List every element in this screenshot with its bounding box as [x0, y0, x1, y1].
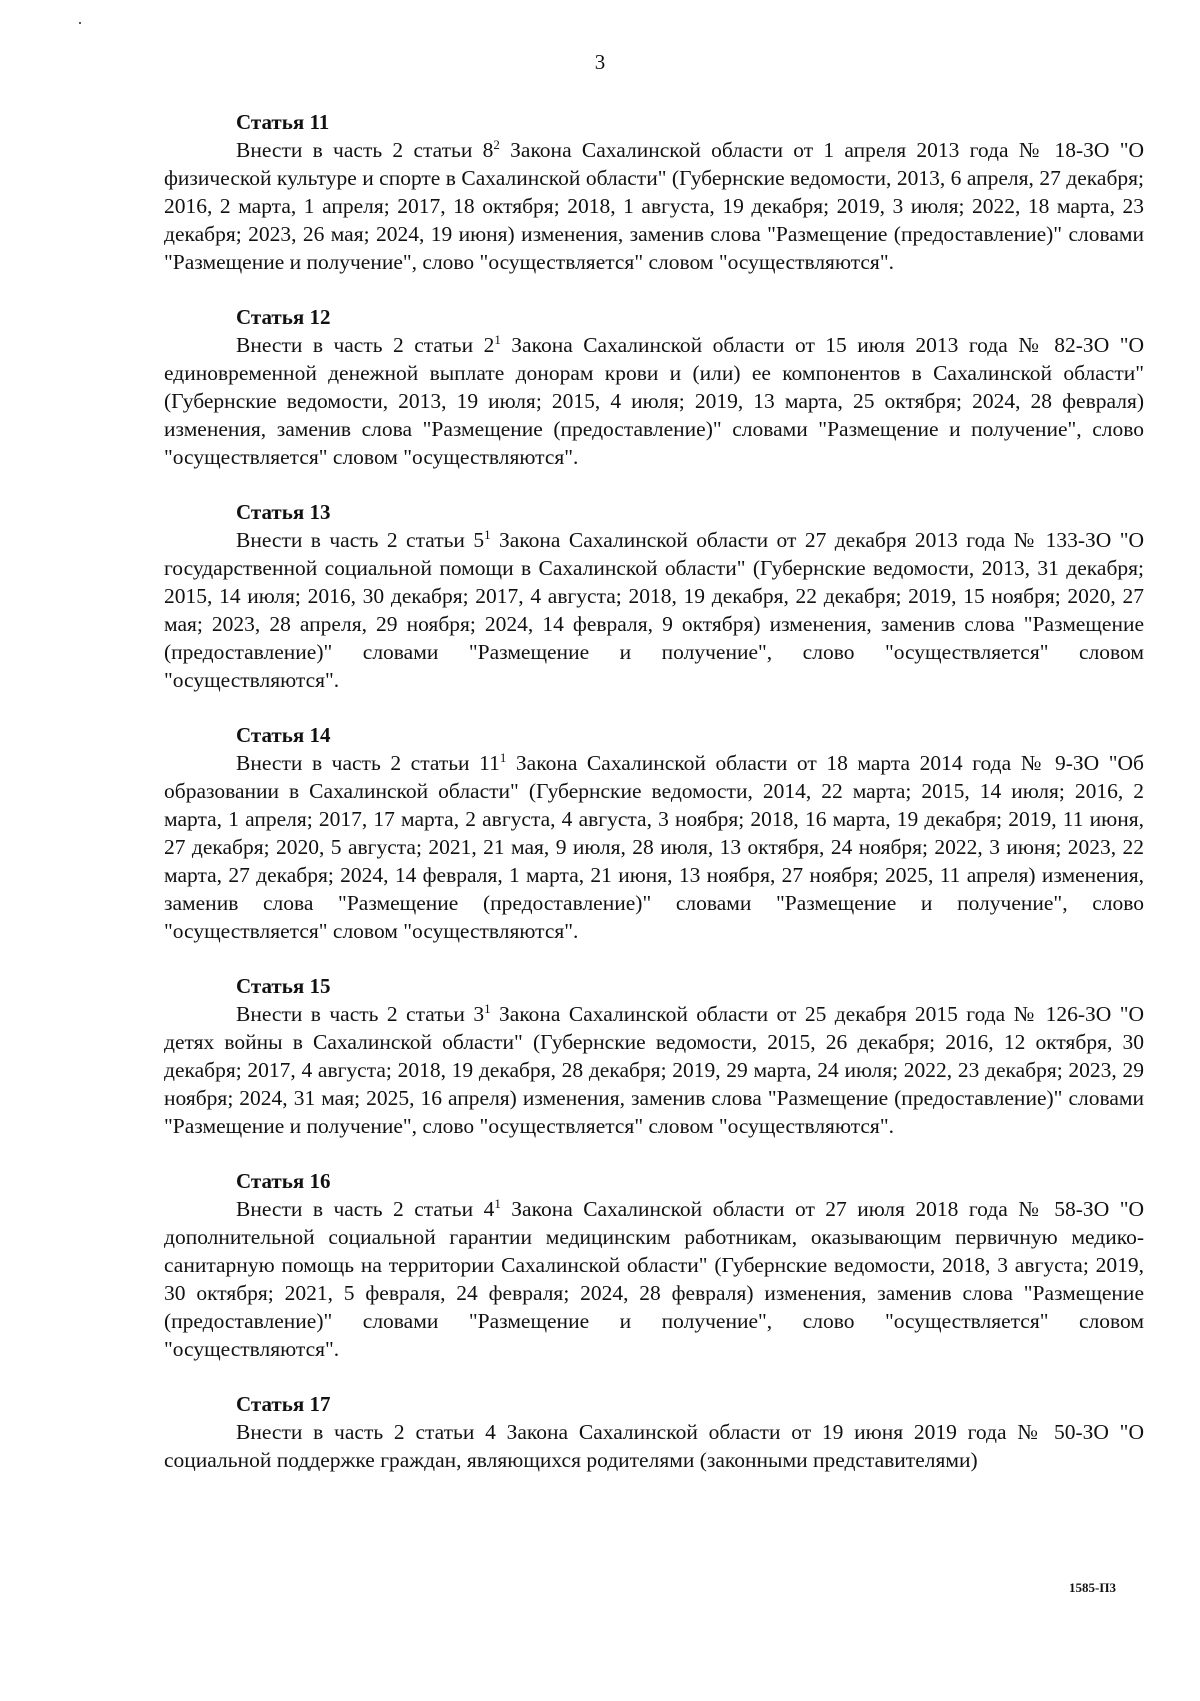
article-title: Статья 11	[236, 110, 330, 134]
article-text-start: Внести в часть 2 статьи 8	[236, 138, 494, 162]
article-text	[164, 749, 1144, 945]
document-code: 1585-П3	[1069, 1580, 1116, 1595]
article-title: Статья 13	[236, 500, 331, 524]
article-14	[164, 721, 1144, 945]
article-text-rest: Закона Сахалинской области от 27 декабря 2013 года № 133-ЗО "О государственной социальной помощи в Сахалинской области" (Губернские ведомости, 2013, 31 декабря; 2015, 14 июля; 2016, 30 декабря; 2017, 4 августа; 2018, 19 декабря, 22 декабря; 2019, 15 ноября; 2020, 27 мая; 2023, 28 апреля, 29 ноября; 2024, 14 февраля, 9 октября) изменения, заменив слова "Размещение (предоставление)" словами "Размещение и получение", слово "осуществляется" словом "осуществляются".	[164, 528, 1144, 692]
superscript: 1	[494, 331, 501, 347]
article-text-start: Внести в часть 2 статьи 5	[236, 528, 485, 552]
superscript: 1	[484, 1000, 491, 1016]
document-body	[164, 108, 1144, 1501]
superscript: 1	[499, 749, 507, 765]
article-text	[164, 136, 1144, 276]
article-text-start: Внести в часть 2 статьи 2	[236, 333, 495, 357]
article-text-rest: Закона Сахалинской области от 1 апреля 2013 года № 18-ЗО "О физической культуре и спорте в Сахалинской области" (Губернские ведомости, 2013, 6 апреля, 27 декабря; 2016, 2 марта, 1 апреля; 2017, 18 октября; 2018, 1 августа, 19 декабря; 2019, 3 июля; 2022, 18 марта, 23 декабря; 2023, 26 мая; 2024, 19 июня) изменения, заменив слова "Размещение (предоставление)" словами "Размещение и получение", слово "осуществляется" словом "осуществляются".	[164, 138, 1144, 274]
article-text	[164, 1000, 1144, 1140]
superscript: 1	[494, 1195, 501, 1211]
superscript: 2	[493, 136, 500, 152]
article-title: Статья 16	[236, 1169, 331, 1193]
article-13	[164, 498, 1144, 694]
article-text	[164, 331, 1144, 471]
article-title: Статья 12	[236, 305, 331, 329]
article-text-start: Внести в часть 2 статьи 4	[236, 1197, 495, 1221]
article-title: Статья 15	[236, 974, 331, 998]
article-12	[164, 303, 1144, 471]
article-text	[164, 1418, 1144, 1474]
article-text-rest: Закона Сахалинской области от 18 марта 2014 года № 9-ЗО "Об образовании в Сахалинской области" (Губернские ведомости, 2014, 22 марта; 2015, 14 июля; 2016, 2 марта, 1 апреля; 2017, 17 марта, 2 августа, 4 августа, 3 ноября; 2018, 16 марта, 19 декабря; 2019, 11 июня, 27 декабря; 2020, 5 августа; 2021, 21 мая, 9 июля, 28 июля, 13 октября, 24 ноября; 2022, 3 июня; 2023, 22 марта, 27 декабря; 2024, 14 февраля, 1 марта, 21 июня, 13 ноября, 27 ноября; 2025, 11 апреля) изменения, заменив слова "Размещение (предоставление)" словами "Размещение и получение", слово "осуществляется" словом "осуществляются".	[164, 751, 1145, 943]
article-title: Статья 14	[236, 723, 331, 747]
article-text	[164, 1195, 1144, 1363]
article-text-start: Внести в часть 2 статьи 11	[236, 751, 500, 775]
article-text-start: Внести в часть 2 статьи 3	[236, 1002, 485, 1026]
article-text-rest: Закона Сахалинской области от 27 июля 2018 года № 58-ЗО "О дополнительной социальной гарантии медицинским работникам, оказывающим первичную медико-санитарную помощь на территории Сахалинской области" (Губернские ведомости, 2018, 3 августа; 2019, 30 октября; 2021, 5 февраля, 24 февраля; 2024, 28 февраля) изменения, заменив слова "Размещение (предоставление)" словами "Размещение и получение", слово "осуществляется" словом "осуществляются".	[164, 1197, 1144, 1361]
scan-speck	[79, 22, 81, 24]
article-text-start: Внести в часть 2 статьи 4 Закона Сахалинской области от 19 июня 2019 года № 50-ЗО "О социальной поддержке граждан, являющихся родителями (законными представителями)	[164, 1420, 1144, 1472]
article-text	[164, 526, 1144, 694]
article-16	[164, 1167, 1144, 1363]
superscript: 1	[484, 526, 491, 542]
article-text-rest: Закона Сахалинской области от 15 июля 2013 года № 82-ЗО "О единовременной денежной выплате донорам крови и (или) ее компонентов в Сахалинской области" (Губернские ведомости, 2013, 19 июля; 2015, 4 июля; 2019, 13 марта, 25 октября; 2024, 28 февраля) изменения, заменив слова "Размещение (предоставление)" словами "Размещение и получение", слово "осуществляется" словом "осуществляются".	[164, 333, 1144, 469]
article-title: Статья 17	[236, 1392, 331, 1416]
article-15	[164, 972, 1144, 1140]
article-17	[164, 1390, 1144, 1474]
article-11	[164, 108, 1144, 276]
page-number: 3	[594, 50, 606, 74]
article-text-rest: Закона Сахалинской области от 25 декабря 2015 года № 126-ЗО "О детях войны в Сахалинской области" (Губернские ведомости, 2015, 26 декабря; 2016, 12 октября, 30 декабря; 2017, 4 августа; 2018, 19 декабря, 28 декабря; 2019, 29 марта, 24 июля; 2022, 23 декабря; 2023, 29 ноября; 2024, 31 мая; 2025, 16 апреля) изменения, заменив слова "Размещение (предоставление)" словами "Размещение и получение", слово "осуществляется" словом "осуществляются".	[164, 1002, 1144, 1138]
